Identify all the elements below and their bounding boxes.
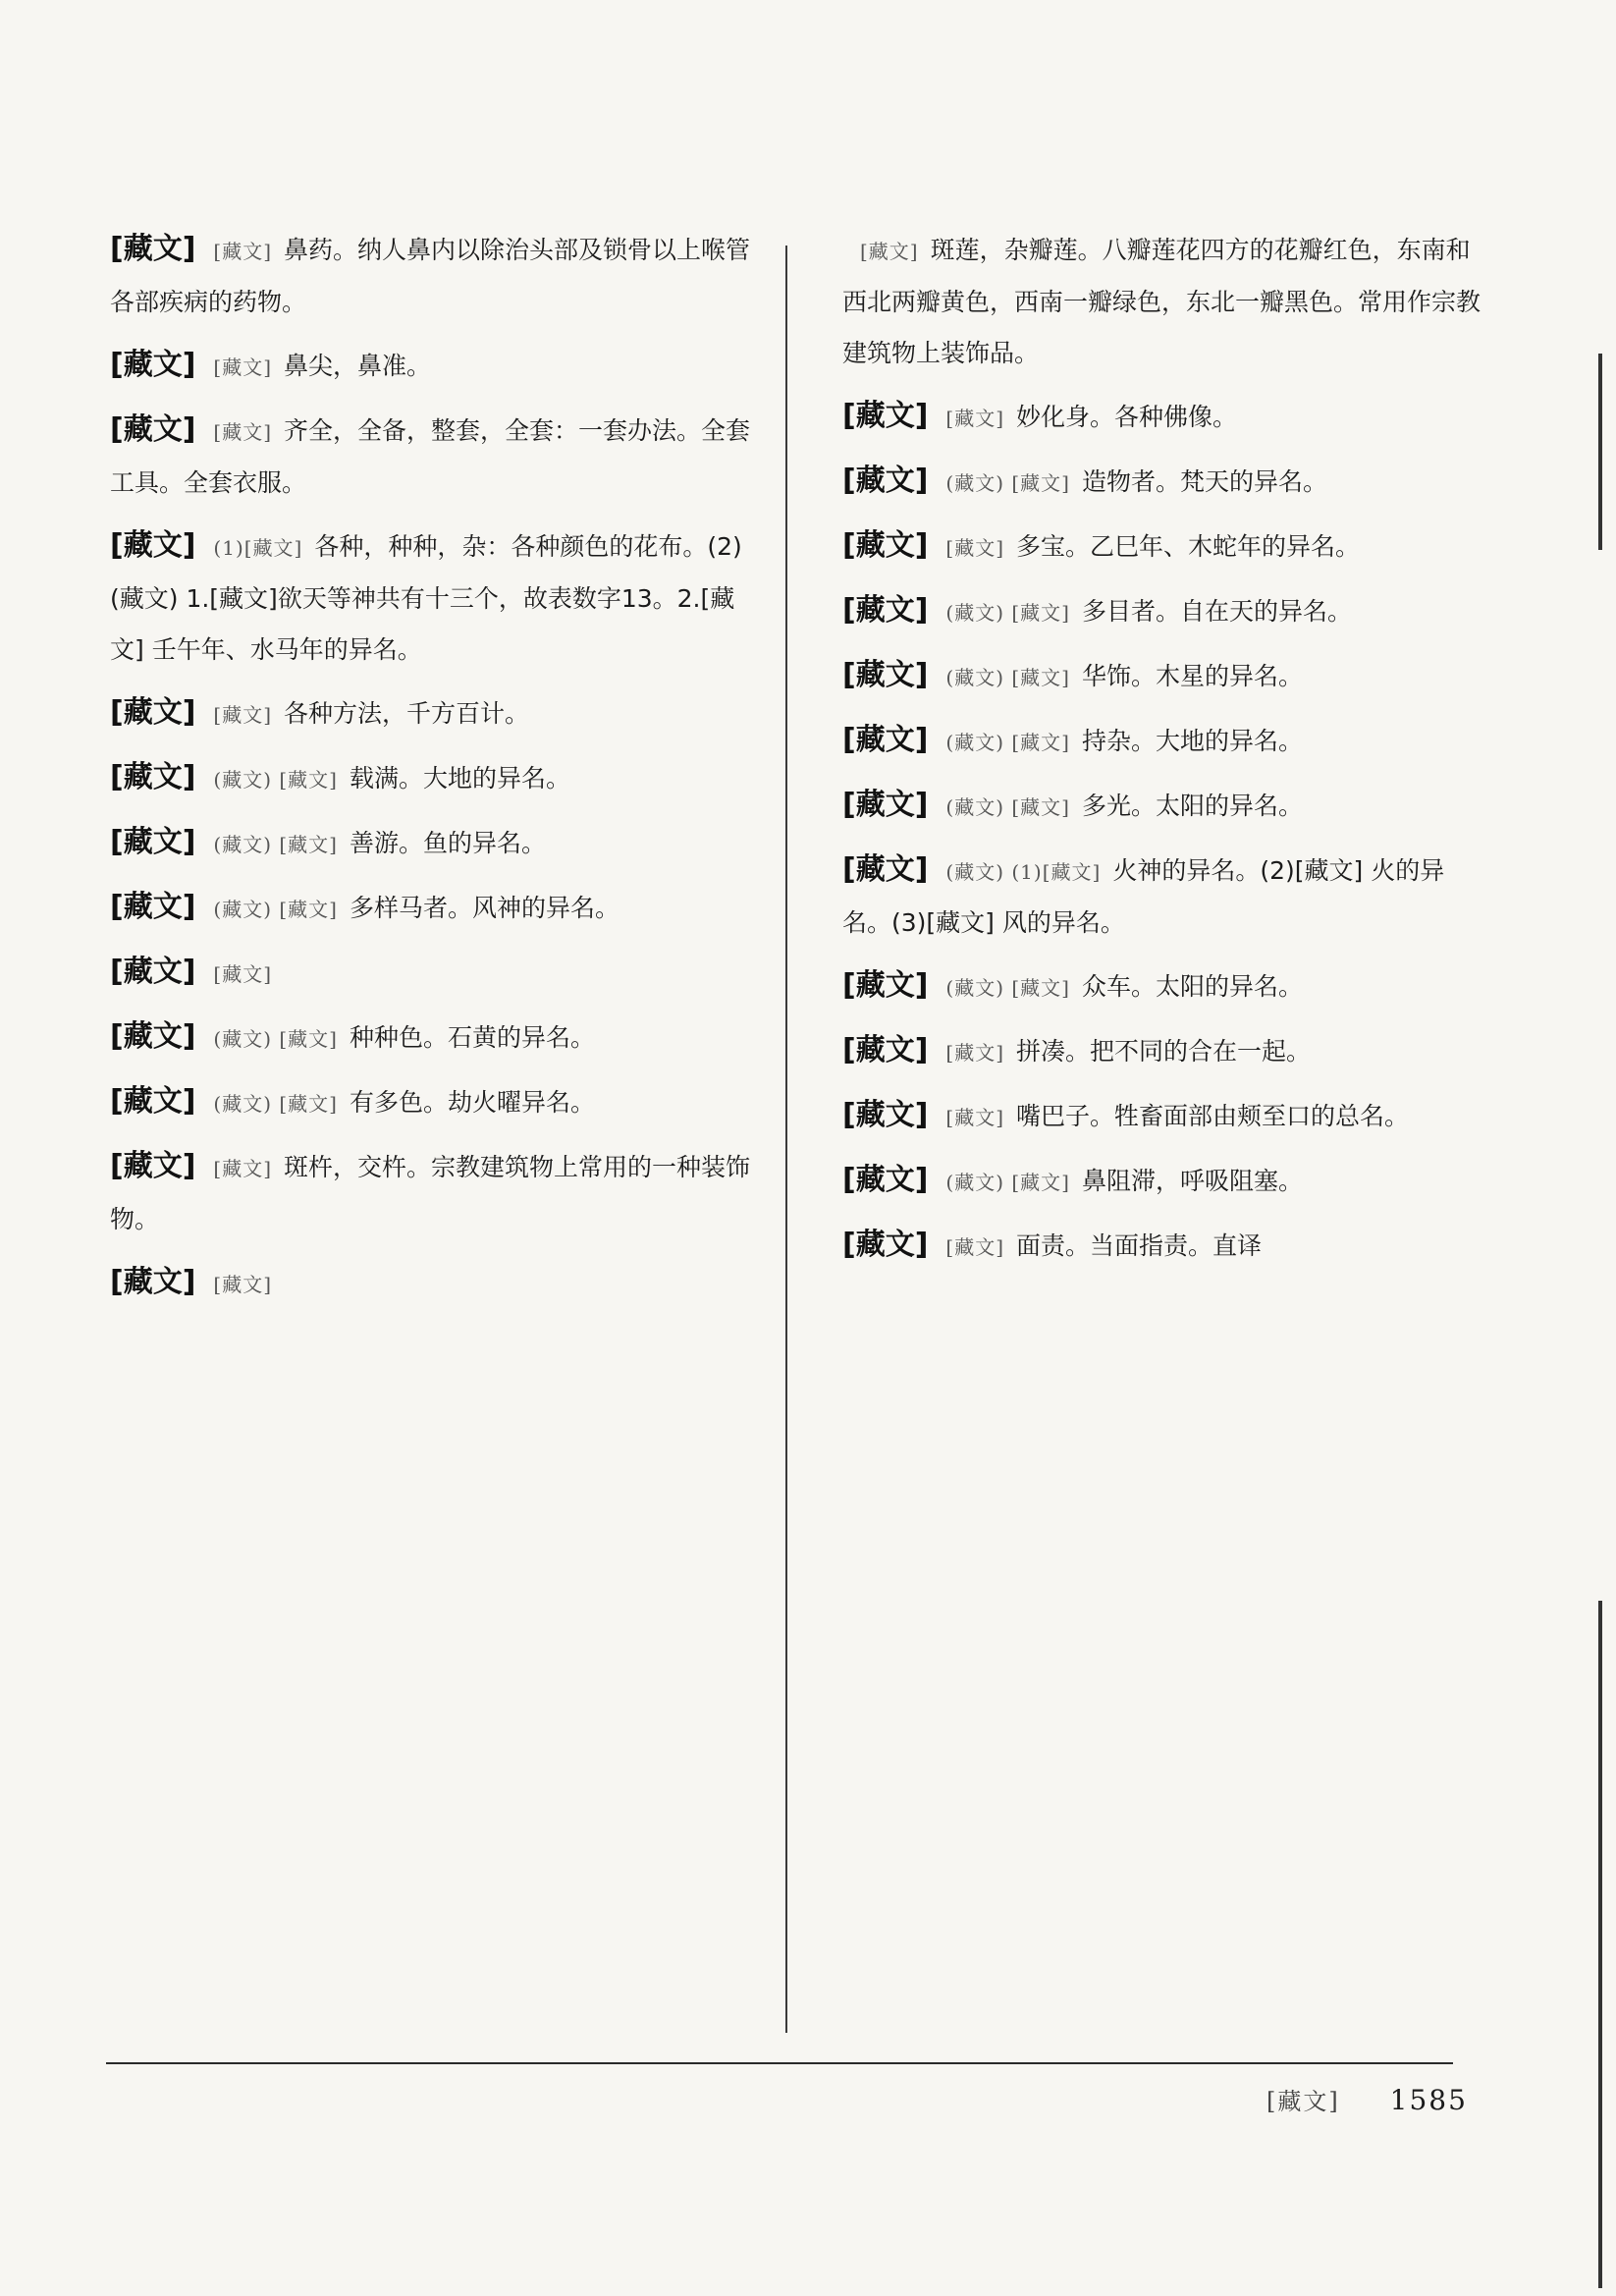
tibetan-definition: [藏文] (945, 407, 1005, 430)
chinese-gloss: 鼻药。纳人鼻内以除治头部及锁骨以上喉管各部疾病的药物。 (110, 236, 751, 316)
headword: [藏文] (110, 1084, 196, 1119)
headword: [藏文] (110, 348, 196, 382)
chinese-gloss: 各种，种种，杂：各种颜色的花布。(2)(藏文) 1.[藏文]欲天等神共有十三个，故表数字13。2.[藏文] 壬午年、水马年的异名。 (110, 532, 742, 664)
headword: [藏文] (842, 593, 929, 628)
chinese-gloss: 妙化身。各种佛像。 (1016, 403, 1238, 431)
tibetan-definition: [藏文] (945, 1235, 1005, 1259)
dictionary-entry (842, 845, 1490, 949)
headword: [藏文] (110, 232, 196, 266)
chinese-gloss: 各种方法，千方百计。 (284, 699, 530, 728)
dictionary-entry (842, 520, 1490, 574)
chinese-gloss: 斑莲，杂瓣莲。八瓣莲花四方的花瓣红色，东南和西北两瓣黄色，西南一瓣绿色，东北一瓣黑色。常用作宗教建筑物上装饰品。 (842, 236, 1481, 367)
headword: [藏文] (842, 968, 929, 1003)
left-column (110, 224, 758, 1322)
headword: [藏文] (842, 1228, 929, 1262)
dictionary-entry (110, 817, 758, 870)
headword: [藏文] (110, 695, 196, 730)
tibetan-definition: [藏文] (945, 1041, 1005, 1065)
headword: [藏文] (842, 1098, 929, 1132)
headword: [藏文] (842, 852, 929, 887)
headword: [藏文] (842, 464, 929, 498)
dictionary-entry (110, 340, 758, 393)
tibetan-definition: [藏文] (213, 1157, 273, 1180)
scan-edge-mark (1598, 1601, 1602, 2288)
headword: [藏文] (110, 528, 196, 563)
dictionary-entry (110, 1076, 758, 1129)
tibetan-definition: (藏文) [藏文] (213, 833, 338, 856)
headword: [藏文] (842, 658, 929, 692)
headword: [藏文] (842, 788, 929, 822)
dictionary-entry (110, 224, 758, 328)
chinese-gloss: 多样马者。风神的异名。 (350, 894, 620, 922)
tibetan-definition: (藏文) [藏文] (945, 601, 1070, 625)
dictionary-entry (110, 405, 758, 509)
chinese-gloss: 多宝。乙巳年、木蛇年的异名。 (1016, 532, 1361, 561)
headword: [藏文] (842, 1033, 929, 1067)
dictionary-entry (842, 650, 1490, 703)
right-column (842, 224, 1490, 1285)
tibetan-definition: [藏文] (213, 962, 273, 986)
tibetan-definition: [藏文] (213, 703, 273, 727)
tibetan-definition: (藏文) [藏文] (945, 666, 1070, 689)
dictionary-entry (842, 1090, 1490, 1143)
chinese-gloss: 多目者。自在天的异名。 (1082, 597, 1353, 626)
dictionary-entry (110, 882, 758, 935)
tibetan-definition: (藏文) [藏文] (213, 1092, 338, 1116)
chinese-gloss: 载满。大地的异名。 (350, 764, 571, 793)
tibetan-definition: [藏文] (213, 420, 273, 444)
tibetan-definition: [藏文] (945, 536, 1005, 560)
dictionary-entry (110, 1011, 758, 1065)
tibetan-definition: [藏文] (213, 240, 273, 263)
tibetan-definition: [藏文] (860, 240, 919, 263)
chinese-gloss: 火神的异名。(2)[藏文] 火的异名。(3)[藏文] 风的异名。 (842, 856, 1445, 937)
tibetan-definition: (藏文) [藏文] (945, 976, 1070, 1000)
tibetan-definition: (藏文) [藏文] (945, 1171, 1070, 1194)
headword: [藏文] (110, 955, 196, 989)
chinese-gloss: 嘴巴子。牲畜面部由颊至口的总名。 (1016, 1102, 1410, 1130)
page-footer (1266, 2082, 1468, 2116)
dictionary-entry (110, 1141, 758, 1245)
tibetan-definition: (藏文) [藏文] (213, 1027, 338, 1051)
chinese-gloss: 鼻尖，鼻准。 (284, 352, 432, 380)
chinese-gloss: 有多色。劫火曜异名。 (350, 1088, 596, 1117)
dictionary-entry (842, 585, 1490, 638)
chinese-gloss: 造物者。梵天的异名。 (1082, 467, 1328, 496)
chinese-gloss: 拼凑。把不同的合在一起。 (1016, 1037, 1312, 1066)
tibetan-definition: (藏文) [藏文] (213, 898, 338, 921)
dictionary-entry (842, 780, 1490, 833)
headword: [藏文] (110, 825, 196, 859)
dictionary-entry (110, 687, 758, 740)
tibetan-definition: (藏文) [藏文] (945, 795, 1070, 819)
chinese-gloss: 斑杵，交杵。宗教建筑物上常用的一种装饰物。 (110, 1153, 751, 1233)
dictionary-entry (842, 715, 1490, 768)
tibetan-definition: (藏文) [藏文] (213, 768, 338, 792)
dictionary-entry (842, 456, 1490, 509)
headword: [藏文] (842, 528, 929, 563)
dictionary-entry (842, 224, 1490, 379)
dictionary-entry (110, 947, 758, 1000)
dictionary-entry (842, 1025, 1490, 1078)
headword: [藏文] (110, 1149, 196, 1183)
dictionary-entry (842, 1155, 1490, 1208)
dictionary-entry (842, 960, 1490, 1013)
dictionary-entry (110, 752, 758, 805)
headword: [藏文] (110, 1019, 196, 1054)
chinese-gloss: 种种色。石黄的异名。 (350, 1023, 596, 1052)
scan-edge-mark (1598, 354, 1602, 550)
headword: [藏文] (110, 412, 196, 447)
chinese-gloss: 鼻阻滞，呼吸阻塞。 (1082, 1167, 1304, 1195)
page-number: 1585 (1389, 2084, 1468, 2116)
tibetan-definition: [藏文] (945, 1106, 1005, 1129)
chinese-gloss: 面责。当面指责。直译 (1016, 1231, 1263, 1260)
tibetan-definition: [藏文] (213, 355, 273, 379)
chinese-gloss: 持杂。大地的异名。 (1082, 727, 1304, 755)
chinese-gloss: 多光。太阳的异名。 (1082, 792, 1304, 820)
headword: [藏文] (842, 399, 929, 433)
headword: [藏文] (842, 1163, 929, 1197)
headword: [藏文] (110, 1265, 196, 1299)
chinese-gloss: 善游。鱼的异名。 (350, 829, 547, 857)
footer-tibetan: [藏文] (1266, 2088, 1340, 2115)
tibetan-definition: (藏文) (1)[藏文] (945, 860, 1102, 884)
headword: [藏文] (110, 890, 196, 924)
dictionary-entry (842, 1220, 1490, 1273)
chinese-gloss: 华饰。木星的异名。 (1082, 662, 1304, 690)
headword: [藏文] (842, 723, 929, 757)
tibetan-definition: (藏文) [藏文] (945, 731, 1070, 754)
chinese-gloss: 众车。太阳的异名。 (1082, 972, 1304, 1001)
dictionary-entry (110, 520, 758, 676)
headword: [藏文] (110, 760, 196, 794)
chinese-gloss: 齐全，全备，整套，全套：一套办法。全套工具。全套衣服。 (110, 416, 751, 497)
footer-rule (106, 2062, 1453, 2064)
dictionary-entry (842, 391, 1490, 444)
dictionary-entry (110, 1257, 758, 1310)
tibetan-definition: (藏文) [藏文] (945, 471, 1070, 495)
column-divider (785, 246, 787, 2033)
tibetan-definition: (1)[藏文] (213, 536, 303, 560)
tibetan-definition: [藏文] (213, 1273, 273, 1296)
